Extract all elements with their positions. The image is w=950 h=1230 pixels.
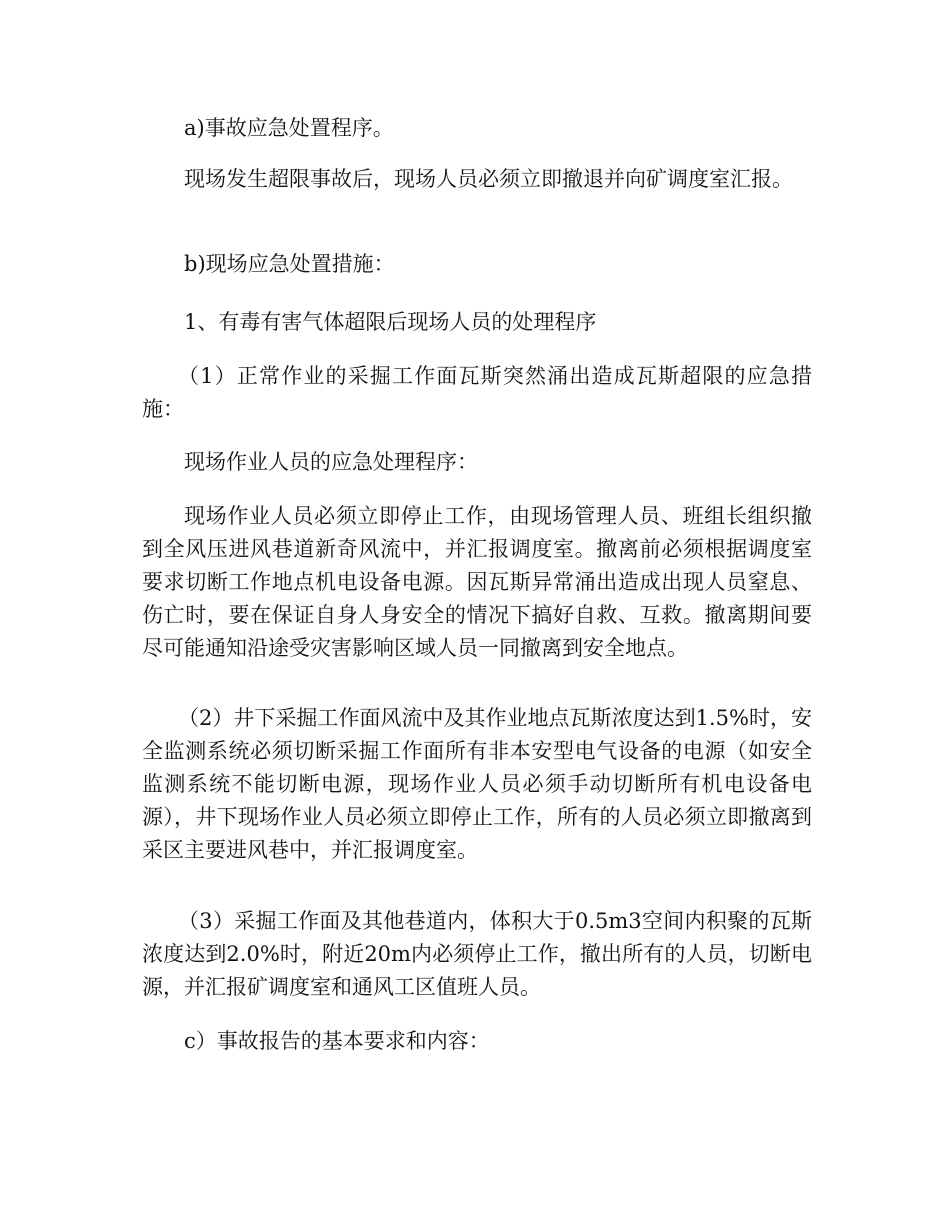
paragraph-procedure-heading: 现场作业人员的应急处理程序：	[184, 450, 478, 474]
paragraph-a-heading: a)事故应急处置程序。	[184, 116, 394, 140]
paragraph-procedure-body: 现场作业人员必须立即停止工作，由现场管理人员、班组长组织撤到全风压进风巷道新奇风流中，并汇报调度室。撤离前必须根据调度室要求切断工作地点机电设备电源。因瓦斯异常涌出造成出现人员窒息、伤亡时，要在保证自身人身安全的情况下搞好自救、互救。撤离期间要尽可能通知沿途受灾害影响区域人员一同撤离到安全地点。	[142, 504, 812, 660]
paragraph-item-2: （2）井下采掘工作面风流中及其作业地点瓦斯浓度达到1.5%时，安全监测系统必须切断采掘工作面所有非本安型电气设备的电源（如安全监测系统不能切断电源，现场作业人员必须手动切断所有机电设备电源），井下现场作业人员必须立即停止工作，所有的人员必须立即撤离到采区主要进风巷中，并汇报调度室。	[142, 706, 812, 862]
paragraph-item-1-1: （1）正常作业的采掘工作面瓦斯突然涌出造成瓦斯超限的应急措施：	[142, 364, 812, 421]
paragraph-item-3: （3）采掘工作面及其他巷道内，体积大于0.5m3空间内积聚的瓦斯浓度达到2.0%时，附近20m内必须停止工作，撤出所有的人员，切断电源，并汇报矿调度室和通风工区值班人员。	[142, 909, 812, 999]
paragraph-b-heading: b)现场应急处置措施：	[184, 252, 395, 276]
paragraph-item-1-heading: 1、有毒有害气体超限后现场人员的处理程序	[184, 310, 597, 334]
paragraph-c-heading: c）事故报告的基本要求和内容：	[184, 1029, 490, 1053]
paragraph-report-evacuation: 现场发生超限事故后，现场人员必须立即撤退并向矿调度室汇报。	[184, 167, 793, 191]
